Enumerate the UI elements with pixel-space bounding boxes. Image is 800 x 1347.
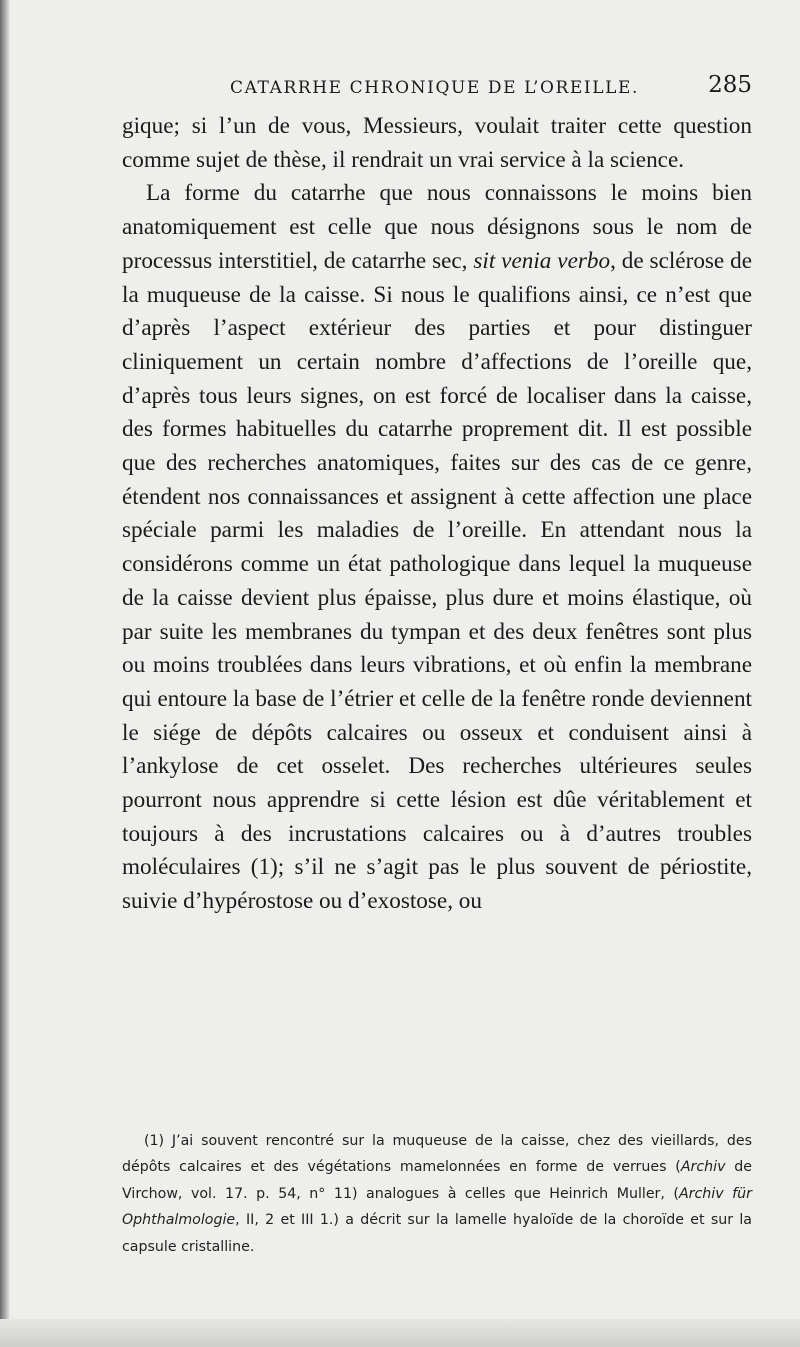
body-text [122,110,752,919]
scan-bottom-shadow [0,1319,800,1347]
footnote-journal: Archiv für Ophthalmologie [122,1185,752,1229]
scan-edge [0,0,10,1347]
footnote-part-3: , II, 2 et III 1.) a décrit sur la lamelle hyaloïde de la choroïde et sur la capsule cristalline. [122,1212,752,1255]
paragraph-continued: gique; si l’un de vous, Messieurs, voulait traiter cette question comme sujet de thèse, il rendrait un vrai service à la science. [122,113,752,173]
latin-phrase: sit venia verbo [473,247,611,274]
paragraph-text-end: , de sclérose de la muqueuse de la caisse. Si nous le qualifions ainsi, ce n’est que d’après l’aspect extérieur des parties et pour distinguer cliniquement un certain nombre d’affections de l’oreille que, d’après tous leurs signes, on est forcé de localiser dans la caisse, des formes habituelles du catarrhe proprement dit. Il est possible que des recherches anatomiques, faites sur des cas de ce genre, étendent nos connaissances et assignent à cette affection une place spéciale parmi les maladies de l’oreille. En attendant nous la considérons comme un état pathologique dans lequel la muqueuse de la caisse devient plus épaisse, plus dure et moins élastique, où par suite les membranes du tympan et des deux fenêtres sont plus ou moins troublées dans leurs vibrations, et où enfin la membrane qui entoure la base de l’étrier et celle de la fenêtre ronde deviennent le siége de dépôts calcaires ou osseux et conduisent ainsi à l’ankylose de cet osselet. Des recherches ultérieures seules pourront nous apprendre si cette lésion est dûe véritablement et toujours à des incrustations calcaires ou à d’autres troubles moléculaires (1); s’il ne s’agit pas le plus souvent de périostite, suivie d’hypérostose ou d’exostose, ou [122,247,752,915]
footnote [122,1128,752,1260]
footnote-archiv: Archiv [680,1159,726,1176]
paragraph-sclerose [122,177,752,918]
running-title: CATARRHE CHRONIQUE DE L’OREILLE. [230,78,640,98]
running-head [122,72,752,102]
footnote-part-1: (1) J’ai souvent rencontré sur la muqueuse de la caisse, chez des vieillards, des dépôts calcaires et des végétations mamelonnées en forme de verrues ( [122,1133,752,1176]
page-number: 285 [708,72,752,98]
footnote-part-2: de Virchow, vol. 17. p. 54, n° 11) analogues à celles que Heinrich Muller, ( [122,1159,753,1202]
paragraph-text-start: La forme du catarrhe que nous connaissons le moins bien anatomiquement est celle que nous désignons sous le nom de processus interstitiel, de catarrhe sec, [122,180,752,274]
footnote-text [122,1128,752,1260]
